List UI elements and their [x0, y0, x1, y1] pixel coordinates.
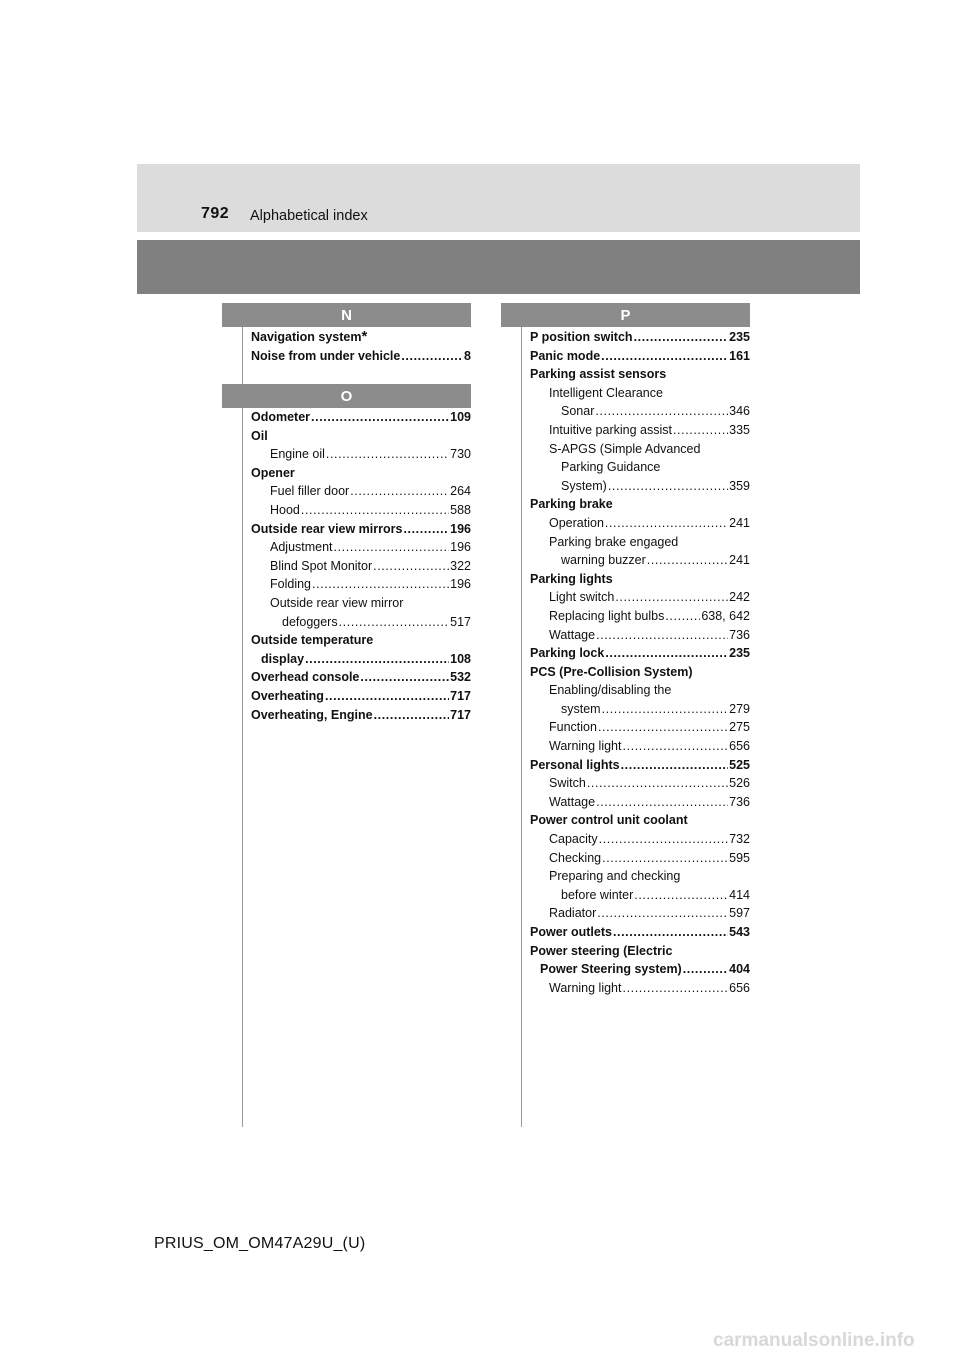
entry-term: Parking lights	[530, 571, 613, 586]
index-entry	[530, 830, 750, 849]
entry-term: Blind Spot Monitor	[270, 558, 373, 573]
entry-term: Hood	[270, 502, 300, 517]
dot-leader	[374, 706, 450, 725]
index-entry	[530, 923, 750, 942]
dot-leader	[403, 520, 449, 539]
index-entry	[251, 631, 471, 650]
entry-page-number: 656	[729, 739, 750, 754]
entry-term: Adjustment	[270, 540, 333, 555]
dot-leader	[373, 557, 449, 576]
index-entry	[530, 533, 750, 552]
entry-term: Opener	[251, 465, 295, 480]
dot-leader	[605, 514, 728, 533]
entry-term: Preparing and checking	[549, 869, 681, 884]
entry-term: Outside temperature	[251, 633, 374, 648]
entry-term: Noise from under vehicle	[251, 348, 401, 363]
dot-leader	[596, 626, 728, 645]
dot-leader	[595, 402, 728, 421]
entry-term: Intuitive parking assist	[549, 422, 672, 437]
entry-page-number: 717	[450, 707, 471, 722]
index-entry	[251, 445, 471, 464]
entry-page-number: 196	[450, 540, 471, 555]
index-entry	[530, 886, 750, 905]
index-entry	[530, 421, 750, 440]
dot-leader	[350, 482, 449, 501]
entry-page-number: 404	[729, 962, 750, 977]
entry-term: Engine oil	[270, 447, 325, 462]
entry-term: PCS (Pre-Collision System)	[530, 664, 693, 679]
index-entry	[251, 408, 471, 427]
index-entry	[530, 477, 750, 496]
entry-page-number: 346	[729, 404, 750, 419]
index-entry	[530, 514, 750, 533]
dot-leader	[634, 328, 729, 347]
entry-term: Enabling/disabling the	[549, 683, 672, 698]
entry-term: Warning light	[549, 980, 622, 995]
dot-leader	[665, 607, 700, 626]
index-entry	[251, 575, 471, 594]
section-header-o: O	[222, 384, 471, 408]
entry-page-number: 730	[450, 447, 471, 462]
entry-page-number: 595	[729, 850, 750, 865]
index-entry	[530, 328, 750, 347]
dot-leader	[597, 904, 728, 923]
entry-page-number: 736	[729, 627, 750, 642]
page-number: 792	[201, 205, 230, 222]
entry-term: Power steering (Electric	[530, 943, 673, 958]
entry-page-number: 335	[729, 422, 750, 437]
entry-page-number: 275	[729, 720, 750, 735]
entry-term: Parking lock	[530, 646, 605, 661]
entry-page-number: 279	[729, 701, 750, 716]
entry-page-number: 109	[450, 410, 471, 424]
index-entry	[530, 904, 750, 923]
entry-term: warning buzzer	[561, 553, 646, 568]
index-entry	[251, 557, 471, 576]
dot-leader	[339, 613, 450, 632]
header-band	[137, 240, 860, 294]
dot-leader	[305, 650, 449, 669]
entry-page-number: 588	[450, 502, 471, 517]
entry-term: Wattage	[549, 627, 596, 642]
dot-leader	[601, 347, 728, 366]
entry-term: S-APGS (Simple Advanced	[549, 441, 701, 456]
index-entry	[530, 756, 750, 775]
index-entry	[530, 458, 750, 477]
dot-leader	[598, 718, 728, 737]
index-entry	[530, 663, 750, 682]
entry-term: before winter	[561, 887, 634, 902]
dot-leader	[623, 737, 729, 756]
index-entry	[530, 867, 750, 886]
dot-leader	[325, 687, 449, 706]
dot-leader	[673, 421, 728, 440]
dot-leader	[621, 756, 729, 775]
entry-term: Parking brake	[530, 497, 613, 512]
entry-page-number: 638, 642	[701, 608, 750, 623]
index-entry	[251, 482, 471, 501]
entry-term: Operation	[549, 515, 604, 530]
index-entry	[530, 811, 750, 830]
index-entry	[530, 440, 750, 459]
document-code: PRIUS_OM_OM47A29U_(U)	[154, 1235, 366, 1252]
entry-term: display	[261, 651, 305, 666]
entry-page-number: 656	[729, 980, 750, 995]
entry-page-number: 525	[729, 757, 750, 772]
index-entry	[530, 718, 750, 737]
dot-leader	[312, 575, 449, 594]
entry-term: Panic mode	[530, 348, 601, 363]
page-title: Alphabetical index	[250, 208, 368, 224]
dot-leader	[683, 960, 728, 979]
index-entry	[530, 570, 750, 589]
index-entry	[530, 960, 750, 979]
entry-page-number: 717	[450, 688, 471, 703]
entry-page-number: 732	[729, 832, 750, 847]
index-entry	[251, 347, 471, 366]
index-entry	[530, 849, 750, 868]
dot-leader	[301, 501, 449, 520]
dot-leader	[615, 588, 728, 607]
entry-term: Radiator	[549, 906, 597, 921]
entry-page-number: 241	[729, 515, 750, 530]
index-entry	[251, 687, 471, 706]
entry-term: Personal lights	[530, 757, 620, 772]
index-entry	[530, 607, 750, 626]
entry-term: Oil	[251, 428, 268, 443]
entry-page-number: 543	[729, 925, 750, 939]
entry-term: Power Steering system)	[540, 962, 682, 977]
entry-term: Checking	[549, 850, 602, 865]
entry-page-number: 196	[450, 577, 471, 592]
entry-term: Parking Guidance	[561, 460, 661, 475]
dot-leader	[602, 849, 728, 868]
entry-page-number: 242	[729, 590, 750, 605]
index-entry	[251, 501, 471, 520]
entry-page-number: 241	[729, 553, 750, 568]
index-entry	[530, 626, 750, 645]
index-entry	[530, 737, 750, 756]
entry-term: Capacity	[549, 832, 598, 847]
entry-page-number: 526	[729, 776, 750, 791]
dot-leader	[587, 774, 728, 793]
page-header	[137, 164, 860, 232]
entry-page-number: 196	[450, 521, 471, 536]
index-entry	[530, 384, 750, 403]
dot-leader	[334, 538, 450, 557]
index-entry	[530, 700, 750, 719]
entry-page-number: 359	[729, 478, 750, 493]
index-entry	[251, 427, 471, 446]
entry-term: Function	[549, 720, 597, 735]
right-column-rule	[521, 303, 522, 1127]
index-list-p	[530, 328, 750, 997]
section-header-p: P	[501, 303, 750, 327]
index-entry	[530, 979, 750, 998]
entry-term: Power control unit coolant	[530, 813, 688, 828]
dot-leader	[623, 979, 729, 998]
dot-leader	[647, 551, 728, 570]
entry-term: Light switch	[549, 590, 615, 605]
entry-term: System)	[561, 478, 607, 493]
index-entry	[530, 365, 750, 384]
dot-leader	[634, 886, 728, 905]
index-entry	[530, 681, 750, 700]
index-entry	[530, 774, 750, 793]
entry-page-number: 414	[729, 887, 750, 902]
entry-page-number: 322	[450, 558, 471, 573]
entry-term: system	[561, 701, 601, 716]
entry-term: Overheating	[251, 688, 324, 703]
index-entry	[251, 668, 471, 687]
entry-page-number: 161	[729, 348, 750, 363]
entry-page-number: 108	[450, 651, 471, 666]
index-entry	[251, 594, 471, 613]
index-list-n	[251, 328, 471, 365]
entry-page-number: 736	[729, 794, 750, 809]
entry-page-number: 597	[729, 906, 750, 921]
entry-page-number: 235	[729, 330, 750, 344]
entry-term: Folding	[270, 577, 311, 592]
entry-page-number: 532	[450, 670, 471, 685]
index-list-o	[251, 408, 471, 724]
dot-leader	[608, 477, 728, 496]
entry-term: P position switch	[530, 330, 633, 344]
dot-leader	[605, 644, 728, 663]
index-entry	[251, 538, 471, 557]
entry-page-number: 264	[450, 484, 471, 499]
index-entry	[530, 588, 750, 607]
entry-term: Overheating, Engine	[251, 707, 373, 722]
entry-term: Overhead console	[251, 670, 360, 685]
index-entry	[530, 402, 750, 421]
entry-term: Outside rear view mirror	[270, 595, 404, 610]
index-entry: Navigation system *	[251, 328, 368, 345]
dot-leader	[602, 700, 729, 719]
index-entry	[251, 464, 471, 483]
watermark: carmanualsonline.info	[713, 1330, 915, 1351]
entry-term: Odometer	[251, 410, 311, 424]
index-entry	[530, 495, 750, 514]
entry-term: defoggers	[282, 614, 338, 629]
dot-leader	[596, 793, 728, 812]
entry-term: Switch	[549, 776, 586, 791]
dot-leader	[401, 347, 463, 366]
index-entry	[530, 347, 750, 366]
entry-page-number: 517	[450, 614, 471, 629]
entry-page-number: 235	[729, 646, 750, 661]
index-entry	[251, 706, 471, 725]
entry-term: Parking assist sensors	[530, 367, 667, 382]
index-entry	[251, 613, 471, 632]
dot-leader	[360, 668, 449, 687]
entry-term: Fuel filler door	[270, 484, 350, 499]
entry-term: Sonar	[561, 404, 595, 419]
dot-leader	[326, 445, 449, 464]
entry-term: Replacing light bulbs	[549, 608, 665, 623]
entry-term: Outside rear view mirrors	[251, 521, 403, 536]
entry-term: Warning light	[549, 739, 622, 754]
entry-page-number: 8	[464, 348, 471, 363]
entry-term: Navigation system	[251, 330, 362, 344]
entry-term: Wattage	[549, 794, 596, 809]
section-header-n: N	[222, 303, 471, 327]
dot-leader	[599, 830, 729, 849]
entry-term: Power outlets	[530, 925, 612, 939]
index-entry	[530, 793, 750, 812]
index-entry	[530, 942, 750, 961]
left-column-rule	[242, 303, 243, 1127]
index-entry	[530, 551, 750, 570]
index-entry	[530, 644, 750, 663]
index-entry	[251, 520, 471, 539]
dot-leader	[311, 408, 449, 427]
index-entry	[251, 650, 471, 669]
entry-term: Parking brake engaged	[549, 534, 679, 549]
dot-leader	[613, 923, 728, 942]
entry-term: Intelligent Clearance	[549, 385, 663, 400]
